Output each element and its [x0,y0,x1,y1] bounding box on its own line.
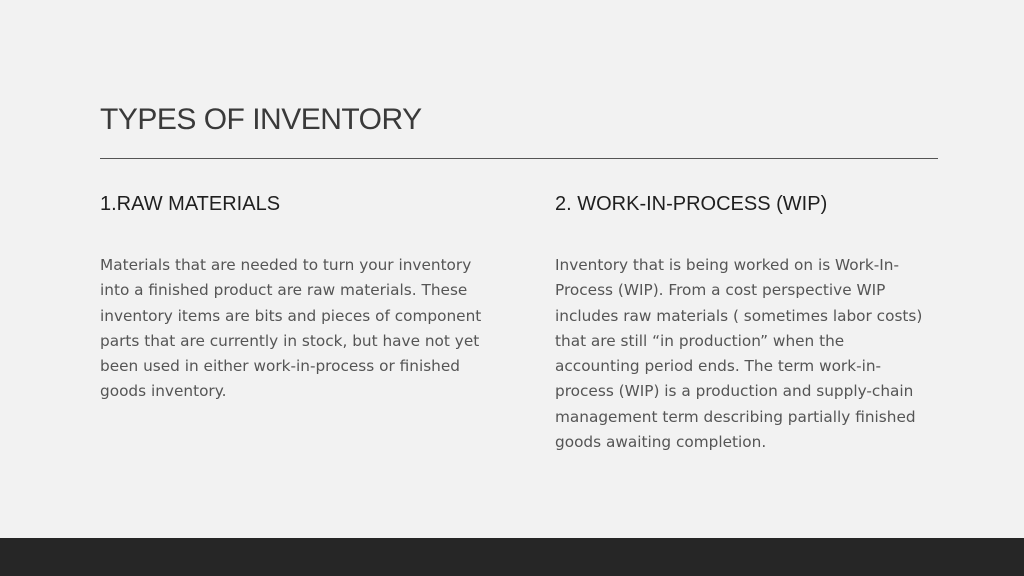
slide-title: TYPES OF INVENTORY [100,103,422,136]
column-heading-work-in-process: 2. WORK-IN-PROCESS (WIP) [555,193,828,215]
column-body-raw-materials: Materials that are needed to turn your inventory into a finished product are raw materials. These inventory items are bits and pieces of component parts that are currently in stock, but have not yet been used in either work-in-process or finished goods inventory. [100,256,482,401]
column-heading-raw-materials: 1.RAW MATERIALS [100,193,281,215]
title-divider [100,158,938,159]
footer-bar [0,538,1024,576]
column-body-work-in-process: Inventory that is being worked on is Work-In-Process (WIP). From a cost perspective WIP includes raw materials ( sometimes labor costs) that are still “in production” when the accounting period ends. The term work-in-process (WIP) is a production and supply-chain management term describing partially finished goods awaiting completion. [555,256,923,452]
